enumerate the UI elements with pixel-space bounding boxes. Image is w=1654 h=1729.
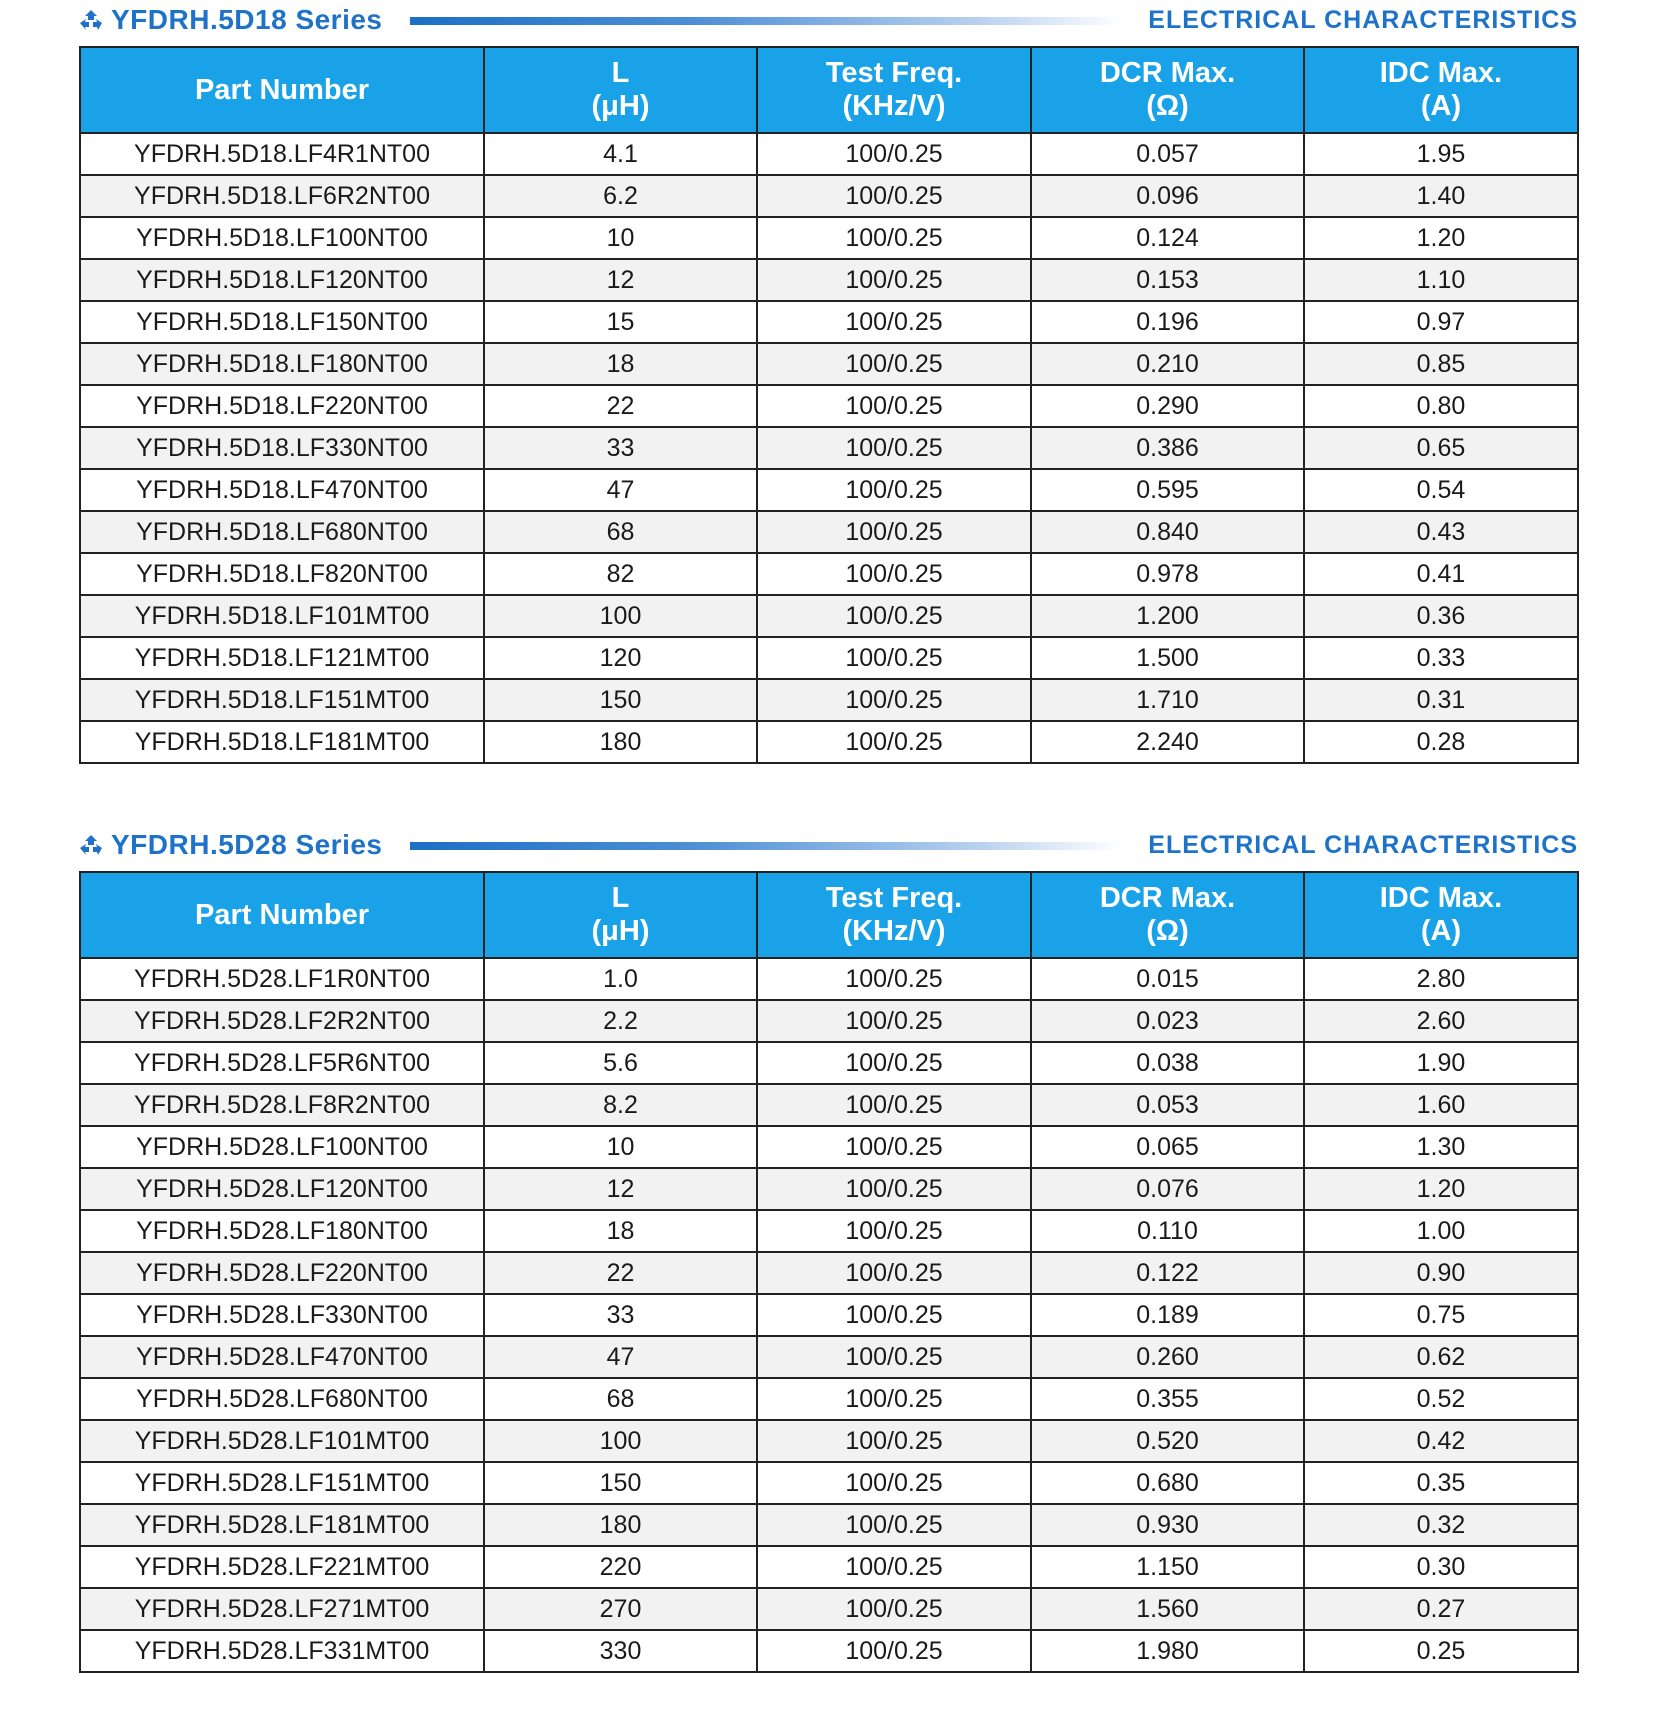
cell-test-freq: 100/0.25 [757,553,1031,595]
cell-idc-max: 0.27 [1304,1588,1578,1630]
cell-dcr-max: 0.680 [1031,1462,1304,1504]
cell-dcr-max: 1.150 [1031,1546,1304,1588]
cell-idc-max: 0.85 [1304,343,1578,385]
cell-part-number: YFDRH.5D18.LF180NT00 [80,343,484,385]
cell-dcr-max: 0.053 [1031,1084,1304,1126]
cell-idc-max: 0.30 [1304,1546,1578,1588]
table-row [80,511,1578,553]
cell-inductance: 10 [484,217,757,259]
cell-idc-max: 0.65 [1304,427,1578,469]
cell-part-number: YFDRH.5D28.LF221MT00 [80,1546,484,1588]
table-row [80,1588,1578,1630]
cell-test-freq: 100/0.25 [757,1336,1031,1378]
cell-inductance: 18 [484,343,757,385]
cell-inductance: 8.2 [484,1084,757,1126]
header-dcr-max: DCR Max. (Ω) [1031,872,1304,958]
cell-inductance: 22 [484,1252,757,1294]
cell-dcr-max: 0.110 [1031,1210,1304,1252]
cell-dcr-max: 0.076 [1031,1168,1304,1210]
cell-idc-max: 0.28 [1304,721,1578,763]
header-inductance: L (μH) [484,872,757,958]
cell-inductance: 150 [484,1462,757,1504]
cell-part-number: YFDRH.5D28.LF181MT00 [80,1504,484,1546]
cell-inductance: 47 [484,469,757,511]
cell-idc-max: 0.75 [1304,1294,1578,1336]
cell-dcr-max: 0.386 [1031,427,1304,469]
cell-dcr-max: 0.520 [1031,1420,1304,1462]
cell-test-freq: 100/0.25 [757,301,1031,343]
cell-idc-max: 0.43 [1304,511,1578,553]
cell-inductance: 5.6 [484,1042,757,1084]
section-label: ELECTRICAL CHARACTERISTICS [1148,6,1578,34]
cell-dcr-max: 1.560 [1031,1588,1304,1630]
cell-dcr-max: 0.196 [1031,301,1304,343]
series-title: YFDRH.5D18 Series [111,4,383,35]
table-row [80,1252,1578,1294]
cell-part-number: YFDRH.5D28.LF2R2NT00 [80,1000,484,1042]
cell-test-freq: 100/0.25 [757,343,1031,385]
cell-dcr-max: 1.710 [1031,679,1304,721]
cell-test-freq: 100/0.25 [757,1378,1031,1420]
cell-dcr-max: 0.096 [1031,175,1304,217]
cell-inductance: 1.0 [484,958,757,1000]
cell-idc-max: 0.54 [1304,469,1578,511]
table-row [80,1210,1578,1252]
cell-inductance: 4.1 [484,133,757,175]
cell-inductance: 33 [484,427,757,469]
cell-test-freq: 100/0.25 [757,217,1031,259]
cell-idc-max: 1.10 [1304,259,1578,301]
cell-test-freq: 100/0.25 [757,637,1031,679]
cell-part-number: YFDRH.5D28.LF330NT00 [80,1294,484,1336]
recycle-icon [78,833,104,859]
cell-inductance: 18 [484,1210,757,1252]
cell-part-number: YFDRH.5D28.LF1R0NT00 [80,958,484,1000]
table-row [80,301,1578,343]
cell-idc-max: 0.62 [1304,1336,1578,1378]
cell-dcr-max: 2.240 [1031,721,1304,763]
cell-part-number: YFDRH.5D18.LF330NT00 [80,427,484,469]
table-row [80,958,1578,1000]
cell-idc-max: 0.33 [1304,637,1578,679]
cell-test-freq: 100/0.25 [757,511,1031,553]
cell-idc-max: 0.97 [1304,301,1578,343]
cell-idc-max: 2.80 [1304,958,1578,1000]
section-label: ELECTRICAL CHARACTERISTICS [1148,831,1578,859]
cell-idc-max: 1.90 [1304,1042,1578,1084]
cell-dcr-max: 1.980 [1031,1630,1304,1672]
cell-test-freq: 100/0.25 [757,1252,1031,1294]
cell-inductance: 22 [484,385,757,427]
cell-part-number: YFDRH.5D18.LF220NT00 [80,385,484,427]
cell-dcr-max: 1.200 [1031,595,1304,637]
cell-inductance: 47 [484,1336,757,1378]
table-row [80,343,1578,385]
cell-test-freq: 100/0.25 [757,958,1031,1000]
table-row [80,1126,1578,1168]
cell-inductance: 270 [484,1588,757,1630]
table-row [80,679,1578,721]
cell-inductance: 220 [484,1546,757,1588]
cell-part-number: YFDRH.5D28.LF101MT00 [80,1420,484,1462]
table-header-row [80,47,1578,133]
cell-part-number: YFDRH.5D18.LF120NT00 [80,259,484,301]
header-part-number: Part Number [80,47,484,133]
cell-test-freq: 100/0.25 [757,1000,1031,1042]
cell-part-number: YFDRH.5D18.LF151MT00 [80,679,484,721]
table-row [80,1630,1578,1672]
table-row [80,427,1578,469]
table-row [80,385,1578,427]
table-row [80,1294,1578,1336]
electrical-characteristics-table [79,871,1579,1673]
cell-inductance: 180 [484,1504,757,1546]
table-row [80,469,1578,511]
cell-dcr-max: 0.023 [1031,1000,1304,1042]
table-row [80,217,1578,259]
cell-dcr-max: 0.057 [1031,133,1304,175]
cell-test-freq: 100/0.25 [757,385,1031,427]
cell-dcr-max: 0.290 [1031,385,1304,427]
cell-test-freq: 100/0.25 [757,1630,1031,1672]
cell-dcr-max: 1.500 [1031,637,1304,679]
cell-test-freq: 100/0.25 [757,595,1031,637]
cell-part-number: YFDRH.5D18.LF470NT00 [80,469,484,511]
cell-part-number: YFDRH.5D28.LF470NT00 [80,1336,484,1378]
title-divider [410,17,1122,25]
cell-dcr-max: 0.930 [1031,1504,1304,1546]
cell-dcr-max: 0.065 [1031,1126,1304,1168]
cell-test-freq: 100/0.25 [757,1420,1031,1462]
table-header-row [80,872,1578,958]
section-title-bar [0,0,1654,44]
cell-dcr-max: 0.153 [1031,259,1304,301]
table-row [80,637,1578,679]
electrical-characteristics-table [79,46,1579,764]
cell-idc-max: 2.60 [1304,1000,1578,1042]
cell-test-freq: 100/0.25 [757,427,1031,469]
cell-inductance: 15 [484,301,757,343]
cell-test-freq: 100/0.25 [757,1210,1031,1252]
title-divider [410,842,1122,850]
cell-part-number: YFDRH.5D18.LF820NT00 [80,553,484,595]
cell-inductance: 6.2 [484,175,757,217]
cell-idc-max: 0.42 [1304,1420,1578,1462]
table-row [80,1504,1578,1546]
cell-part-number: YFDRH.5D28.LF8R2NT00 [80,1084,484,1126]
header-idc-max: IDC Max. (A) [1304,872,1578,958]
cell-part-number: YFDRH.5D28.LF331MT00 [80,1630,484,1672]
cell-part-number: YFDRH.5D18.LF4R1NT00 [80,133,484,175]
table-row [80,133,1578,175]
cell-dcr-max: 0.260 [1031,1336,1304,1378]
cell-idc-max: 1.20 [1304,217,1578,259]
cell-dcr-max: 0.840 [1031,511,1304,553]
cell-part-number: YFDRH.5D28.LF100NT00 [80,1126,484,1168]
table-row [80,1378,1578,1420]
cell-dcr-max: 0.355 [1031,1378,1304,1420]
cell-dcr-max: 0.015 [1031,958,1304,1000]
cell-idc-max: 1.00 [1304,1210,1578,1252]
cell-idc-max: 1.30 [1304,1126,1578,1168]
cell-part-number: YFDRH.5D18.LF150NT00 [80,301,484,343]
cell-part-number: YFDRH.5D28.LF271MT00 [80,1588,484,1630]
cell-inductance: 180 [484,721,757,763]
cell-part-number: YFDRH.5D18.LF181MT00 [80,721,484,763]
cell-dcr-max: 0.038 [1031,1042,1304,1084]
cell-part-number: YFDRH.5D18.LF100NT00 [80,217,484,259]
cell-part-number: YFDRH.5D18.LF121MT00 [80,637,484,679]
cell-inductance: 120 [484,637,757,679]
cell-test-freq: 100/0.25 [757,1042,1031,1084]
cell-inductance: 2.2 [484,1000,757,1042]
cell-inductance: 33 [484,1294,757,1336]
cell-dcr-max: 0.595 [1031,469,1304,511]
cell-inductance: 12 [484,1168,757,1210]
cell-idc-max: 1.20 [1304,1168,1578,1210]
cell-part-number: YFDRH.5D28.LF120NT00 [80,1168,484,1210]
cell-dcr-max: 0.189 [1031,1294,1304,1336]
header-idc-max: IDC Max. (A) [1304,47,1578,133]
cell-inductance: 12 [484,259,757,301]
cell-test-freq: 100/0.25 [757,1588,1031,1630]
cell-idc-max: 1.95 [1304,133,1578,175]
cell-part-number: YFDRH.5D28.LF151MT00 [80,1462,484,1504]
table-row [80,1000,1578,1042]
table-row [80,553,1578,595]
cell-idc-max: 1.40 [1304,175,1578,217]
header-part-number: Part Number [80,872,484,958]
cell-part-number: YFDRH.5D28.LF180NT00 [80,1210,484,1252]
cell-idc-max: 0.41 [1304,553,1578,595]
table-row [80,1336,1578,1378]
cell-test-freq: 100/0.25 [757,259,1031,301]
cell-idc-max: 1.60 [1304,1084,1578,1126]
cell-test-freq: 100/0.25 [757,1294,1031,1336]
table-row [80,595,1578,637]
cell-inductance: 82 [484,553,757,595]
table-row [80,1168,1578,1210]
header-test-freq: Test Freq. (KHz/V) [757,872,1031,958]
cell-inductance: 68 [484,511,757,553]
series-section-5d28 [0,825,1654,1665]
cell-part-number: YFDRH.5D18.LF101MT00 [80,595,484,637]
cell-dcr-max: 0.978 [1031,553,1304,595]
cell-test-freq: 100/0.25 [757,1504,1031,1546]
cell-part-number: YFDRH.5D18.LF680NT00 [80,511,484,553]
cell-idc-max: 0.25 [1304,1630,1578,1672]
cell-test-freq: 100/0.25 [757,679,1031,721]
table-row [80,721,1578,763]
cell-idc-max: 0.35 [1304,1462,1578,1504]
cell-idc-max: 0.90 [1304,1252,1578,1294]
cell-test-freq: 100/0.25 [757,721,1031,763]
header-inductance: L (μH) [484,47,757,133]
cell-dcr-max: 0.122 [1031,1252,1304,1294]
cell-test-freq: 100/0.25 [757,133,1031,175]
cell-part-number: YFDRH.5D28.LF220NT00 [80,1252,484,1294]
cell-part-number: YFDRH.5D28.LF680NT00 [80,1378,484,1420]
cell-part-number: YFDRH.5D28.LF5R6NT00 [80,1042,484,1084]
cell-inductance: 150 [484,679,757,721]
cell-idc-max: 0.31 [1304,679,1578,721]
cell-test-freq: 100/0.25 [757,1168,1031,1210]
table-row [80,1420,1578,1462]
cell-inductance: 330 [484,1630,757,1672]
table-row [80,259,1578,301]
cell-part-number: YFDRH.5D18.LF6R2NT00 [80,175,484,217]
table-row [80,1546,1578,1588]
cell-idc-max: 0.36 [1304,595,1578,637]
series-title: YFDRH.5D28 Series [111,829,383,860]
cell-dcr-max: 0.124 [1031,217,1304,259]
table-row [80,1462,1578,1504]
cell-inductance: 100 [484,595,757,637]
cell-test-freq: 100/0.25 [757,1462,1031,1504]
section-title-bar [0,825,1654,869]
header-test-freq: Test Freq. (KHz/V) [757,47,1031,133]
series-section-5d18 [0,0,1654,756]
header-dcr-max: DCR Max. (Ω) [1031,47,1304,133]
cell-test-freq: 100/0.25 [757,1084,1031,1126]
table-row [80,1042,1578,1084]
cell-idc-max: 0.80 [1304,385,1578,427]
cell-inductance: 100 [484,1420,757,1462]
cell-idc-max: 0.32 [1304,1504,1578,1546]
cell-inductance: 68 [484,1378,757,1420]
cell-test-freq: 100/0.25 [757,1546,1031,1588]
cell-dcr-max: 0.210 [1031,343,1304,385]
cell-test-freq: 100/0.25 [757,175,1031,217]
cell-test-freq: 100/0.25 [757,469,1031,511]
recycle-icon [78,8,104,34]
table-row [80,1084,1578,1126]
table-row [80,175,1578,217]
cell-test-freq: 100/0.25 [757,1126,1031,1168]
cell-inductance: 10 [484,1126,757,1168]
cell-idc-max: 0.52 [1304,1378,1578,1420]
